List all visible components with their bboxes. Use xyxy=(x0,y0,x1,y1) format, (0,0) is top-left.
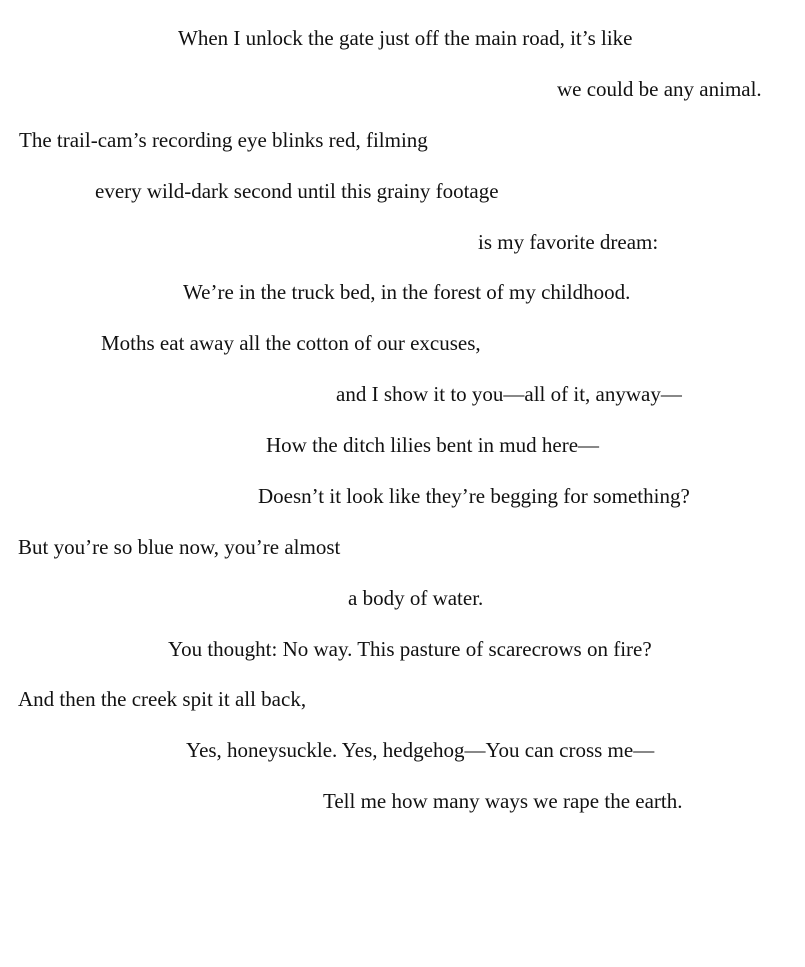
poem-line-6: We’re in the truck bed, in the forest of my childhood. xyxy=(183,280,631,304)
poem-line-7: Moths eat away all the cotton of our excuses, xyxy=(101,331,481,355)
poem-line-16: Tell me how many ways we rape the earth. xyxy=(323,789,683,813)
poem-line-14: And then the creek spit it all back, xyxy=(18,687,307,711)
poem-line-9: How the ditch lilies bent in mud here— xyxy=(266,433,600,457)
poem-line-10: Doesn’t it look like they’re begging for something? xyxy=(258,484,690,508)
poem-line-15: Yes, honeysuckle. Yes, hedgehog—You can cross me— xyxy=(186,738,655,762)
poem-line-12: a body of water. xyxy=(348,586,484,610)
poem-line-4: every wild-dark second until this grainy footage xyxy=(95,179,499,203)
poem-line-8: and I show it to you—all of it, anyway— xyxy=(336,382,682,406)
poem-line-13: You thought: No way. This pasture of scarecrows on fire? xyxy=(168,637,652,661)
poem-line-1: When I unlock the gate just off the main road, it’s like xyxy=(178,26,633,50)
poem-line-3: The trail-cam’s recording eye blinks red, filming xyxy=(19,128,428,152)
poem-line-11: But you’re so blue now, you’re almost xyxy=(18,535,341,559)
poem-line-2: we could be any animal. xyxy=(557,77,762,101)
poem-line-5: is my favorite dream: xyxy=(478,230,659,254)
